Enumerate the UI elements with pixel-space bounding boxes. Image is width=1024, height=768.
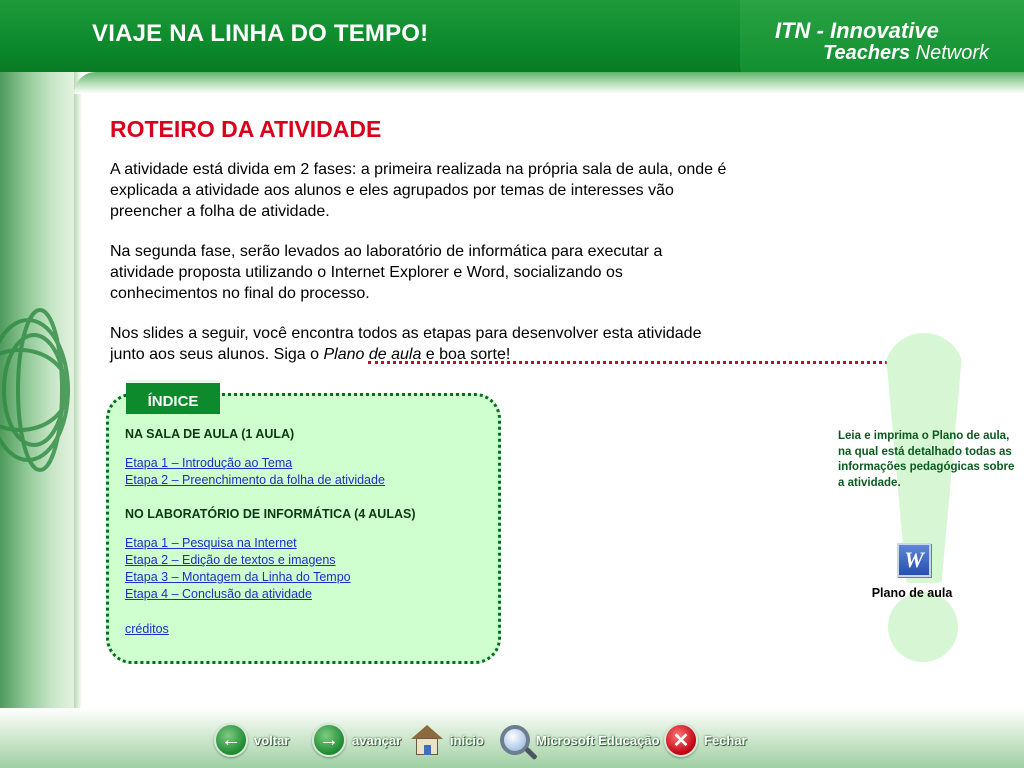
plano-de-aula-note: Leia e imprima o Plano de aula, na qual está detalhado todas as informações pedagógicas sobre a atividade.	[838, 430, 1015, 489]
magnifier-icon	[500, 725, 530, 755]
header-highlight	[74, 72, 1024, 94]
arrow-left-icon: ←	[214, 723, 248, 757]
intro-paragraph-2: Na segunda fase, serão levados ao laboratório de informática para executar a atividade proposta utilizando o Internet Explorer e Word, socializando os conhecimentos no final do processo.	[110, 243, 663, 302]
close-label: Fechar	[704, 732, 747, 748]
itn-logo	[775, 18, 989, 65]
word-document-icon[interactable]: W	[897, 543, 931, 577]
index-tab: ÍNDICE	[126, 380, 220, 414]
swirl-decoration	[0, 290, 80, 490]
brand-itn: ITN	[775, 18, 811, 43]
home-button[interactable]	[410, 720, 484, 760]
plano-de-aula-emphasis: Plano de aula	[323, 346, 422, 363]
link-sala-etapa-2[interactable]: Etapa 2 – Preenchimento da folha de atividade	[125, 473, 385, 487]
link-sala-etapa-1[interactable]: Etapa 1 – Introdução ao Tema	[125, 456, 293, 470]
intro-paragraph-3	[110, 323, 730, 365]
exclamation-mark-dot	[888, 592, 958, 662]
paragraph3-start: Nos slides a seguir, você encontra todos as etapas para desenvolver esta atividade junto aos seus alunos. Siga o	[110, 325, 702, 363]
index-heading-laboratorio: NO LABORATÓRIO DE INFORMÁTICA (4 AULAS)	[125, 507, 416, 521]
brand-innovative: - Innovative	[810, 18, 939, 43]
link-lab-etapa-1[interactable]: Etapa 1 – Pesquisa na Internet	[125, 536, 297, 550]
dotted-connector-horizontal	[368, 361, 918, 364]
paragraph3-end: e boa sorte!	[421, 346, 511, 363]
back-button[interactable]	[214, 720, 289, 760]
microsoft-educacao-label: Microsoft Educação	[536, 732, 660, 748]
close-icon: ✕	[664, 723, 698, 757]
intro-paragraph-1: A atividade está divida em 2 fases: a primeira realizada na própria sala de aula, onde é explicada a atividade aos alunos e eles agrupados por temas de interesses vão preencher a folha de atividade.	[110, 161, 727, 220]
link-lab-etapa-2[interactable]: Etapa 2 – Edição de textos e imagens	[125, 553, 336, 567]
home-label: início	[450, 732, 484, 748]
forward-label: avançar	[352, 732, 402, 748]
section-title: ROTEIRO DA ATIVIDADE	[110, 116, 382, 142]
index-heading-sala: NA SALA DE AULA (1 AULA)	[125, 427, 295, 441]
forward-button[interactable]	[312, 720, 401, 760]
back-label: voltar	[254, 732, 290, 748]
slide-title: VIAJE NA LINHA DO TEMPO!	[92, 20, 429, 47]
link-creditos[interactable]: créditos	[125, 622, 169, 636]
link-lab-etapa-3[interactable]: Etapa 3 – Montagem da Linha do Tempo	[125, 570, 351, 584]
house-icon	[410, 723, 444, 757]
microsoft-educacao-button[interactable]	[500, 720, 660, 760]
close-button[interactable]	[664, 720, 747, 760]
arrow-right-icon: →	[312, 723, 346, 757]
plano-de-aula-label[interactable]: Plano de aula	[871, 586, 953, 600]
link-lab-etapa-4[interactable]: Etapa 4 – Conclusão da atividade	[125, 587, 312, 601]
brand-teachers: Teachers	[823, 42, 911, 64]
brand-network: Network	[910, 42, 989, 64]
